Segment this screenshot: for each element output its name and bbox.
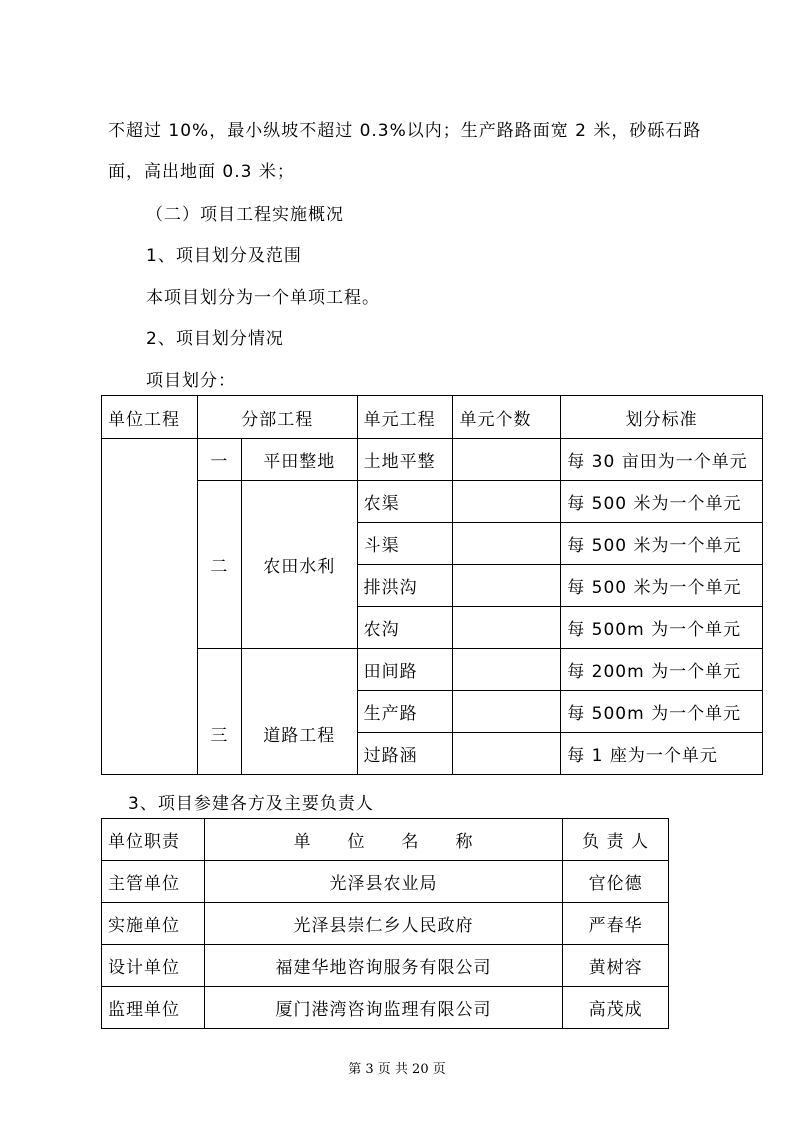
table-cell: 农渠 bbox=[357, 481, 453, 523]
table-cell bbox=[453, 649, 561, 691]
table-row bbox=[102, 903, 669, 945]
header-cell: 单 位 名 称 bbox=[204, 819, 562, 861]
table-cell: 设计单位 bbox=[102, 945, 205, 987]
table-row bbox=[102, 861, 669, 903]
subsection-heading: 3、项目参建各方及主要负责人 bbox=[128, 794, 374, 814]
table-row bbox=[102, 439, 763, 481]
table-cell: 农田水利 bbox=[241, 481, 357, 649]
paragraph-line: 面，高出地面 0.3 米； bbox=[108, 162, 295, 182]
table-cell: 每 30 亩田为一个单元 bbox=[561, 439, 763, 481]
table-cell: 每 500 米为一个单元 bbox=[561, 565, 763, 607]
table-cell: 平田整地 bbox=[241, 439, 357, 481]
table-cell bbox=[453, 565, 561, 607]
table-cell: 官伦德 bbox=[563, 861, 669, 903]
table-cell bbox=[453, 481, 561, 523]
table-caption: 项目划分： bbox=[146, 371, 236, 391]
table-cell: 光泽县崇仁乡人民政府 bbox=[204, 903, 562, 945]
table-cell: 主管单位 bbox=[102, 861, 205, 903]
header-cell: 分部工程 bbox=[197, 396, 357, 439]
table-cell bbox=[453, 691, 561, 733]
table-row bbox=[102, 481, 763, 523]
table-cell: 排洪沟 bbox=[357, 565, 453, 607]
table-cell: 生产路 bbox=[357, 691, 453, 733]
header-cell: 划分标准 bbox=[561, 396, 763, 439]
table-cell bbox=[102, 439, 198, 775]
table-cell: 监理单位 bbox=[102, 987, 205, 1029]
table-cell: 厦门港湾咨询监理有限公司 bbox=[204, 987, 562, 1029]
table-cell: 农沟 bbox=[357, 607, 453, 649]
table-cell: 道路工程 bbox=[241, 649, 357, 775]
section-heading: （二）项目工程实施概况 bbox=[146, 205, 344, 225]
table-cell: 每 200m 为一个单元 bbox=[561, 649, 763, 691]
table-row bbox=[102, 945, 669, 987]
table-cell: 土地平整 bbox=[357, 439, 453, 481]
header-cell: 单元个数 bbox=[453, 396, 561, 439]
table-header-row bbox=[102, 396, 763, 439]
subsection-heading: 2、项目划分情况 bbox=[146, 329, 284, 349]
table-cell: 三 bbox=[197, 649, 241, 775]
table-cell: 高茂成 bbox=[563, 987, 669, 1029]
table-cell bbox=[453, 439, 561, 481]
header-cell: 单位职责 bbox=[102, 819, 205, 861]
table-cell: 福建华地咨询服务有限公司 bbox=[204, 945, 562, 987]
paragraph-line: 本项目划分为一个单项工程。 bbox=[146, 288, 380, 308]
table-header-row bbox=[102, 819, 669, 861]
header-cell: 单位工程 bbox=[102, 396, 198, 439]
table-cell: 每 500 米为一个单元 bbox=[561, 523, 763, 565]
table-row bbox=[102, 649, 763, 691]
table-cell bbox=[453, 607, 561, 649]
header-cell: 负 责 人 bbox=[563, 819, 669, 861]
table-cell: 光泽县农业局 bbox=[204, 861, 562, 903]
table-cell: 每 500m 为一个单元 bbox=[561, 691, 763, 733]
table-cell: 黄树容 bbox=[563, 945, 669, 987]
project-division-table bbox=[101, 395, 763, 775]
page-footer: 第 3 页 共 20 页 bbox=[348, 1062, 446, 1077]
table-cell: 每 1 座为一个单元 bbox=[561, 733, 763, 775]
header-cell: 单元工程 bbox=[357, 396, 453, 439]
table-cell: 二 bbox=[197, 481, 241, 649]
table-cell bbox=[453, 733, 561, 775]
participants-table bbox=[101, 818, 669, 1029]
table-cell: 每 500 米为一个单元 bbox=[561, 481, 763, 523]
table-cell: 田间路 bbox=[357, 649, 453, 691]
table-row bbox=[102, 987, 669, 1029]
table-cell: 斗渠 bbox=[357, 523, 453, 565]
subsection-heading: 1、项目划分及范围 bbox=[146, 246, 302, 266]
table-cell bbox=[453, 523, 561, 565]
paragraph-line: 不超过 10%，最小纵坡不超过 0.3%以内；生产路路面宽 2 米，砂砾石路 bbox=[108, 121, 702, 141]
table-cell: 过路涵 bbox=[357, 733, 453, 775]
table-cell: 每 500m 为一个单元 bbox=[561, 607, 763, 649]
table-cell: 实施单位 bbox=[102, 903, 205, 945]
table-cell: 一 bbox=[197, 439, 241, 481]
table-cell: 严春华 bbox=[563, 903, 669, 945]
